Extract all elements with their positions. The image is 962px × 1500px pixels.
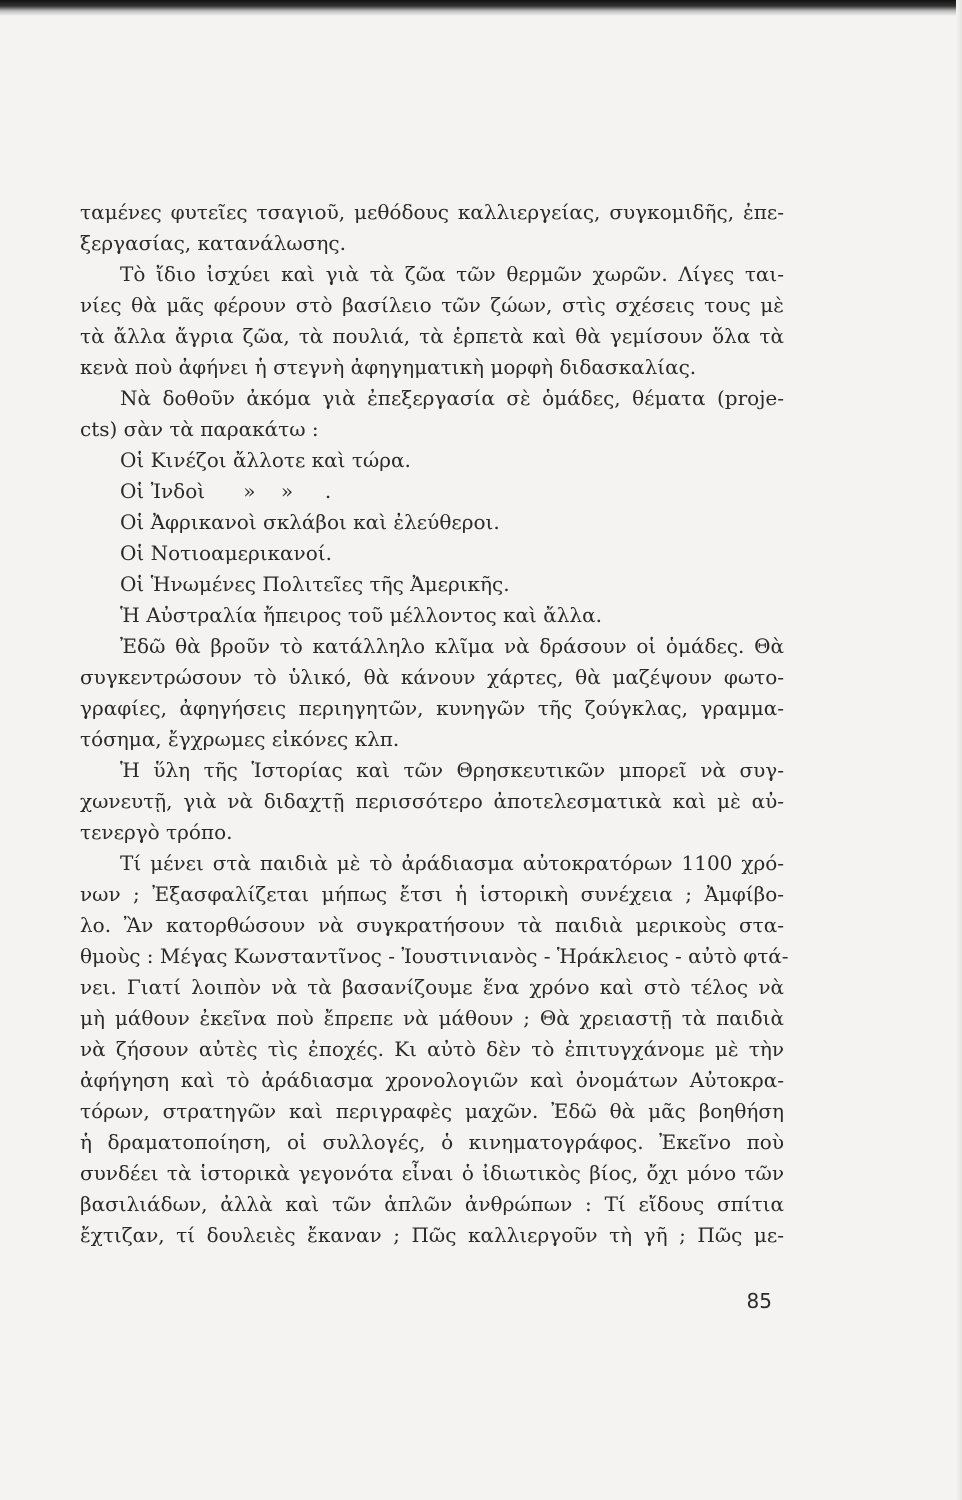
text-line: μὴ μάθουν ἐκεῖνα ποὺ ἔπρεπε νὰ μάθουν ; Θὰ χρειαστῇ τὰ παιδιὰ <box>80 1006 784 1030</box>
text-line: τόσημα, ἔγχρωμες εἰκόνες κλπ. <box>80 727 400 751</box>
text-line: τόρων, στρατηγῶν καὶ περιγραφὲς μαχῶν. Ἐδῶ θὰ μᾶς βοηθήση <box>80 1099 784 1123</box>
text-line: cts) σὰν τὰ παρακάτω : <box>80 417 319 441</box>
page-top-edge-shadow <box>0 0 962 16</box>
text-line: τὰ ἄλλα ἄγρια ζῶα, τὰ πουλιά, τὰ ἑρπετὰ καὶ θὰ γεμίσουν ὅλα τὰ <box>80 324 784 348</box>
text-line: βασιλιάδων, ἀλλὰ καὶ τῶν ἁπλῶν ἀνθρώπων : Τί εἴδους σπίτια <box>80 1192 784 1216</box>
text-line: ξεργασίας, κατανάλωσης. <box>80 231 346 255</box>
text-line: νίες θὰ μᾶς φέρουν στὸ βασίλειο τῶν ζώων, στὶς σχέσεις τους μὲ <box>80 293 784 317</box>
text-line: χωνευτῇ, γιὰ νὰ διδαχτῇ περισσότερο ἀποτελεσματικὰ καὶ μὲ αὐ- <box>80 789 784 813</box>
list-item: Οἱ Ἰνδοὶ » » . <box>120 479 332 503</box>
text-line: Ἡ ὕλη τῆς Ἱστορίας καὶ τῶν Θρησκευτικῶν μπορεῖ νὰ συγ- <box>120 758 784 782</box>
list-item: Ἡ Αὐστραλία ἤπειρος τοῦ μέλλοντος καὶ ἄλλα. <box>120 603 602 627</box>
text-line: θμοὺς : Μέγας Κωνσταντῖνος - Ἰουστινιανὸς - Ἡράκλειος - αὐτὸ φτά- <box>80 944 789 968</box>
text-line: ἡ δραματοποίηση, οἱ συλλογές, ὁ κινηματογράφος. Ἐκεῖνο ποὺ <box>80 1130 784 1154</box>
page-number: 85 <box>746 1289 772 1313</box>
list-item: Οἱ Κινέζοι ἄλλοτε καὶ τώρα. <box>120 448 411 472</box>
text-line: γραφίες, ἀφηγήσεις περιηγητῶν, κυνηγῶν τῆς ζούγκλας, γραμμα- <box>80 696 784 720</box>
body-text <box>80 197 789 1251</box>
text-line: κενὰ ποὺ ἀφήνει ἡ στεγνὴ ἀφηγηματικὴ μορφὴ διδασκαλίας. <box>80 355 697 379</box>
text-line: συγκεντρώσουν τὸ ὑλικό, θὰ κάνουν χάρτες, θὰ μαζέψουν φωτο- <box>80 665 784 689</box>
text-line: Νὰ δοθοῦν ἀκόμα γιὰ ἐπεξεργασία σὲ ὁμάδες, θέματα (proje- <box>120 386 784 410</box>
text-line: ἀφήγηση καὶ τὸ ἀράδιασμα χρονολογιῶν καὶ ὀνομάτων Αὐτοκρα- <box>80 1068 784 1092</box>
text-line: Τὸ ἴδιο ἰσχύει καὶ γιὰ τὰ ζῶα τῶν θερμῶν χωρῶν. Λίγες ται- <box>120 262 784 286</box>
page-right-edge-shadow <box>956 0 962 1500</box>
text-line: λο. Ἂν κατορθώσουν νὰ συγκρατήσουν τὰ παιδιὰ μερικοὺς στα- <box>80 913 784 937</box>
text-line: Ἐδῶ θὰ βροῦν τὸ κατάλληλο κλῖμα νὰ δράσουν οἱ ὁμάδες. Θὰ <box>120 634 784 658</box>
text-line: νων ; Ἐξασφαλίζεται μήπως ἔτσι ἡ ἱστορικὴ συνέχεια ; Ἀμφίβο- <box>80 882 784 906</box>
text-line: νει. Γιατί λοιπὸν νὰ τὰ βασανίζουμε ἕνα χρόνο καὶ στὸ τέλος νὰ <box>80 975 784 999</box>
text-line: ἔχτιζαν, τί δουλειὲς ἔκαναν ; Πῶς καλλιεργοῦν τὴ γῆ ; Πῶς με- <box>80 1223 784 1247</box>
list-item: Οἱ Ἀφρικανοὶ σκλάβοι καὶ ἐλεύθεροι. <box>120 510 500 534</box>
text-line: νὰ ζήσουν αὐτὲς τὶς ἐποχές. Κι αὐτὸ δὲν τὸ ἐπιτυγχάνομε μὲ τὴν <box>80 1037 784 1061</box>
text-line: Τί μένει στὰ παιδιὰ μὲ τὸ ἀράδιασμα αὐτοκρατόρων 1100 χρό- <box>120 851 784 875</box>
list-item: Οἱ Ἡνωμένες Πολιτεῖες τῆς Ἀμερικῆς. <box>120 572 510 596</box>
text-line: τενεργὸ τρόπο. <box>80 820 233 844</box>
text-line: συνδέει τὰ ἱστορικὰ γεγονότα εἶναι ὁ ἰδιωτικὸς βίος, ὄχι μόνο τῶν <box>80 1161 784 1185</box>
list-item: Οἱ Νοτιοαμερικανοί. <box>120 541 332 565</box>
text-line: ταμένες φυτεῖες τσαγιοῦ, μεθόδους καλλιεργείας, συγκομιδῆς, ἐπε- <box>80 200 784 224</box>
